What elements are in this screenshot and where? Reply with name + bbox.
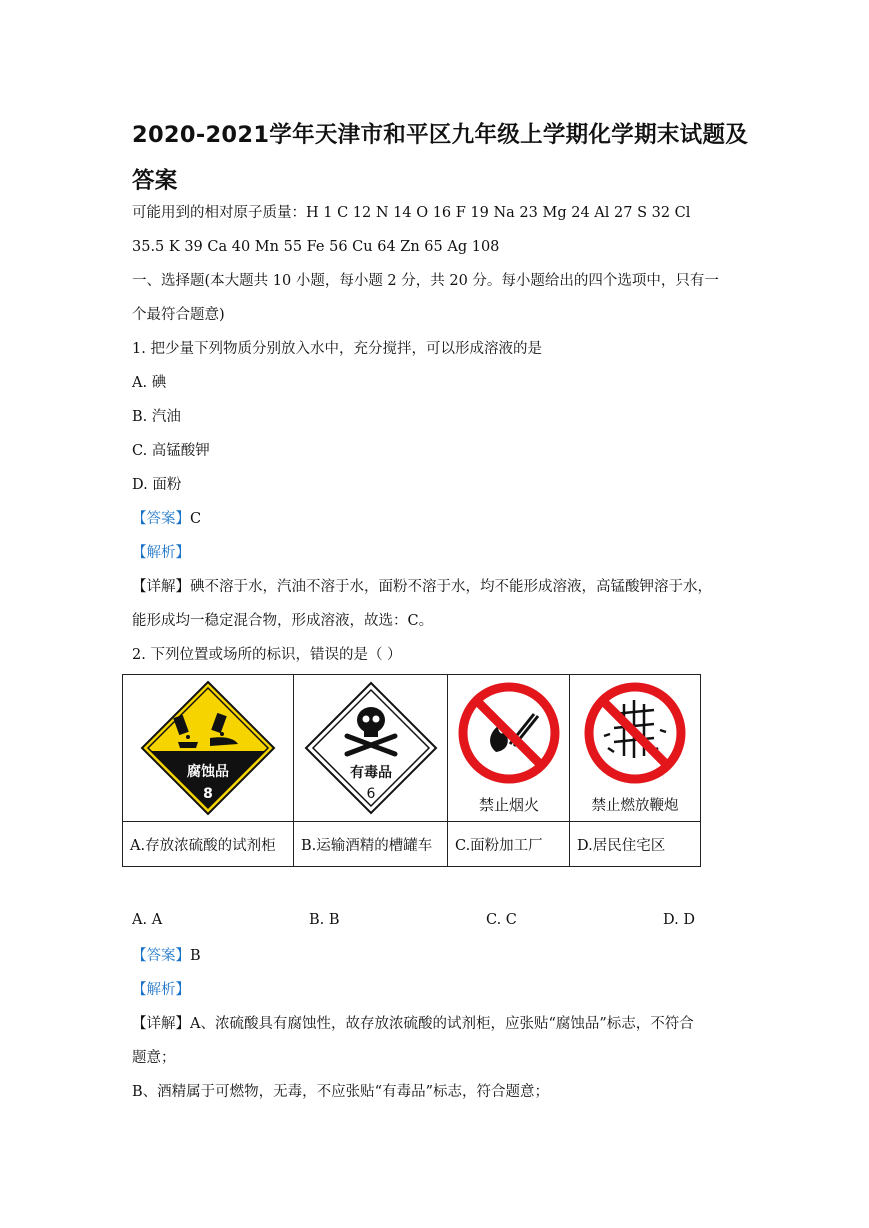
q1-detail-tag: 【详解】	[132, 579, 190, 595]
q2-detail-tag: 【详解】	[132, 1016, 190, 1032]
no-fireworks-sign-text: 禁止燃放鞭炮	[591, 798, 679, 814]
caption-a: A.存放浓硫酸的试剂柜	[123, 822, 294, 867]
corrosive-sign-icon	[138, 678, 278, 818]
q1-answer	[132, 509, 201, 529]
q1-analysis-tag: 【解析】	[132, 545, 190, 561]
caption-b: B.运输酒精的槽罐车	[294, 822, 448, 867]
q2-option-a: A. A	[132, 912, 163, 928]
section-heading-line-2: 个最符合题意)	[132, 307, 225, 323]
caption-c: C.面粉加工厂	[448, 822, 570, 867]
no-smoking-sign-text: 禁止烟火	[478, 796, 539, 814]
q2-option-d: D. D	[663, 912, 695, 928]
no-fireworks-sign-cell	[570, 675, 701, 822]
q2-analysis-tag: 【解析】	[132, 982, 190, 998]
no-smoking-sign-cell	[448, 675, 570, 822]
document-title: 2020-2021学年天津市和平区九年级上学期化学期末试题及答案	[132, 122, 749, 194]
atomic-mass-line-1: 可能用到的相对原子质量：H 1 C 12 N 14 O 16 F 19 Na 23 Mg 24 Al 27 S 32 Cl	[132, 205, 691, 221]
corrosive-sign-text: 腐蚀品	[187, 764, 229, 780]
q1-detail-line-1	[132, 577, 712, 597]
q2-detail-line-2: 题意；	[132, 1050, 176, 1066]
q2-answer-value: B	[190, 948, 201, 964]
toxic-sign-text: 有毒品	[349, 765, 392, 781]
toxic-sign-icon	[303, 680, 439, 816]
corrosive-sign-number: 8	[203, 786, 213, 802]
q2-option-c: C. C	[486, 912, 517, 928]
q2-answer-tag: 【答案】	[132, 948, 190, 964]
q1-detail-text-1: 碘不溶于水，汽油不溶于水，面粉不溶于水，均不能形成溶液，高锰酸钾溶于水，	[190, 579, 712, 595]
no-fireworks-sign-icon	[574, 678, 696, 818]
q1-detail-line-2: 能形成均一稳定混合物，形成溶液，故选：C。	[132, 613, 434, 629]
atomic-mass-line-2: 35.5 K 39 Ca 40 Mn 55 Fe 56 Cu 64 Zn 65 Ag 108	[132, 239, 500, 255]
q2-detail-line-3: B、酒精属于可燃物，无毒，不应张贴“有毒品”标志，符合题意；	[132, 1084, 549, 1100]
q1-answer-value: C	[190, 511, 202, 527]
no-smoking-sign-icon	[454, 678, 564, 818]
caption-d: D.居民住宅区	[570, 822, 701, 867]
q2-stem: 2. 下列位置或场所的标识，错误的是（ ）	[132, 647, 402, 663]
q2-detail-text-1: A、浓硫酸具有腐蚀性，故存放浓硫酸的试剂柜，应张贴“腐蚀品”标志，不符合	[190, 1016, 694, 1032]
q1-option-b: B. 汽油	[132, 409, 181, 425]
corrosive-sign-cell	[123, 675, 294, 822]
q2-signs-caption-row	[123, 822, 701, 867]
toxic-sign-number: 6	[366, 786, 375, 802]
q1-stem: 1. 把少量下列物质分别放入水中，充分搅拌，可以形成溶液的是	[132, 341, 542, 357]
q2-signs-image-row	[123, 675, 701, 822]
q1-option-a: A. 碘	[132, 375, 167, 391]
q1-answer-tag: 【答案】	[132, 511, 190, 527]
q2-answer	[132, 946, 201, 966]
section-heading-line-1: 一、选择题(本大题共 10 小题，每小题 2 分，共 20 分。每小题给出的四个选项中，只有一	[132, 273, 719, 289]
q2-signs-table	[122, 674, 701, 867]
q1-option-c: C. 高锰酸钾	[132, 443, 210, 459]
q1-option-d: D. 面粉	[132, 477, 182, 493]
toxic-sign-cell	[294, 675, 448, 822]
q2-option-b: B. B	[309, 912, 340, 928]
q2-detail-line-1	[132, 1014, 694, 1034]
